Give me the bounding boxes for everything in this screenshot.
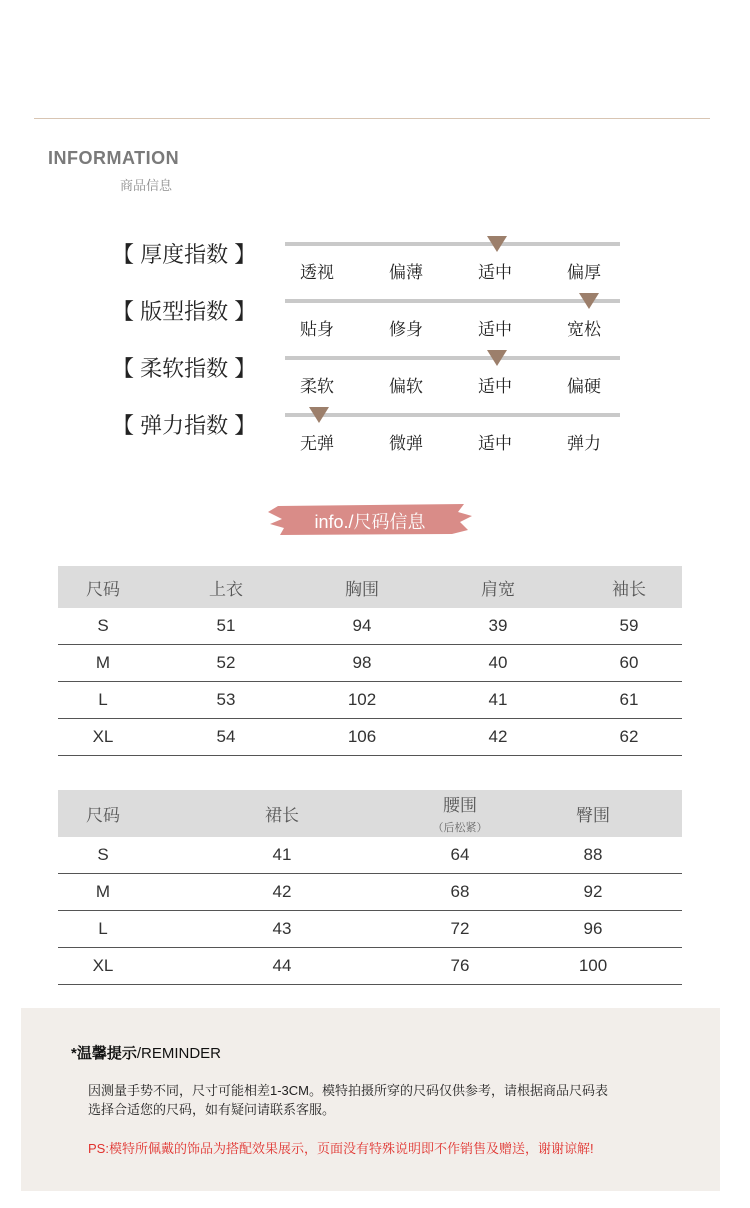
- reminder-title: [71, 1042, 221, 1063]
- table-header-cell: [148, 790, 416, 837]
- banner-text: info./尺码信息: [314, 512, 426, 532]
- table-row: [58, 874, 682, 911]
- table-cell: 102: [304, 682, 420, 719]
- header-label: 裙长: [265, 806, 299, 825]
- table-cell: L: [58, 682, 148, 719]
- table-header-cell: [304, 566, 420, 608]
- index-marker-icon: [487, 350, 507, 366]
- index-label: 【 弹力指数 】: [112, 413, 257, 438]
- index-option: 弹力: [567, 434, 601, 453]
- index-row: [0, 242, 750, 292]
- header-label: 腰围: [443, 796, 477, 815]
- table-header-cell: [58, 566, 148, 608]
- table-cell: 96: [504, 911, 682, 948]
- index-marker-icon: [309, 407, 329, 423]
- table-cell: 39: [420, 608, 576, 645]
- index-scale-bar: [285, 242, 620, 246]
- index-option: 适中: [478, 377, 512, 396]
- table-cell: 44: [148, 948, 416, 985]
- table-cell: 92: [504, 874, 682, 911]
- table-cell: XL: [58, 719, 148, 756]
- table-cell: L: [58, 911, 148, 948]
- index-option: 无弹: [300, 434, 334, 453]
- table-row: [58, 719, 682, 756]
- table-cell: 41: [420, 682, 576, 719]
- index-option: 修身: [389, 320, 423, 339]
- table-cell: 100: [504, 948, 682, 985]
- reminder-line-2: 选择合适您的尺码，如有疑问请联系客服。: [88, 1102, 336, 1117]
- header-label: 胸围: [345, 579, 379, 599]
- table-cell: 59: [576, 608, 682, 645]
- index-option: 偏软: [389, 377, 423, 396]
- index-label: 【 厚度指数 】: [112, 242, 257, 267]
- table-header-cell: [420, 566, 576, 608]
- index-option: 适中: [478, 263, 512, 282]
- index-row: [0, 356, 750, 406]
- table-row: [58, 911, 682, 948]
- table-cell: 76: [416, 948, 504, 985]
- header-label: 上衣: [209, 579, 243, 599]
- header-label: 臀围: [576, 806, 610, 825]
- index-option: 微弹: [389, 434, 423, 453]
- table-row: [58, 948, 682, 985]
- header-note: （后松紧）: [432, 822, 488, 834]
- table-cell: 43: [148, 911, 416, 948]
- index-marker-icon: [487, 236, 507, 252]
- table-row: [58, 682, 682, 719]
- table-cell: 94: [304, 608, 420, 645]
- table-cell: XL: [58, 948, 148, 985]
- table-cell: 64: [416, 837, 504, 874]
- index-row: [0, 299, 750, 349]
- table-cell: 54: [148, 719, 304, 756]
- top-divider: [34, 118, 710, 119]
- table-cell: M: [58, 645, 148, 682]
- size-table-bottom: [58, 790, 682, 985]
- table-cell: 72: [416, 911, 504, 948]
- table-cell: 51: [148, 608, 304, 645]
- table-header-cell: [576, 566, 682, 608]
- section-title: INFORMATION: [48, 148, 180, 168]
- ps-note: PS:模特所佩戴的饰品为搭配效果展示，页面没有特殊说明即不作销售及赠送，谢谢谅解!: [88, 1141, 594, 1156]
- index-scale-bar: [285, 356, 620, 360]
- table-cell: 88: [504, 837, 682, 874]
- index-scale-bar: [285, 299, 620, 303]
- header-label: 尺码: [86, 806, 120, 825]
- header-label: 袖长: [612, 579, 646, 599]
- table-row: [58, 837, 682, 874]
- size-info-banner: [268, 502, 472, 536]
- index-marker-icon: [579, 293, 599, 309]
- table-cell: S: [58, 837, 148, 874]
- reminder-box: [21, 1008, 720, 1191]
- table-header-cell: [148, 566, 304, 608]
- table-cell: 41: [148, 837, 416, 874]
- table-cell: 68: [416, 874, 504, 911]
- table-row: [58, 608, 682, 645]
- header-label: 尺码: [86, 579, 120, 599]
- table-row: [58, 645, 682, 682]
- table-cell: 40: [420, 645, 576, 682]
- table-cell: M: [58, 874, 148, 911]
- table-cell: 61: [576, 682, 682, 719]
- index-option: 偏硬: [567, 377, 601, 396]
- header-label: 肩宽: [481, 579, 515, 599]
- index-option: 适中: [478, 320, 512, 339]
- table-cell: 52: [148, 645, 304, 682]
- index-scale-bar: [285, 413, 620, 417]
- table-cell: S: [58, 608, 148, 645]
- size-table-top: [58, 566, 682, 756]
- table-cell: 98: [304, 645, 420, 682]
- index-option: 贴身: [300, 320, 334, 339]
- reminder-title-en: /REMINDER: [136, 1045, 222, 1062]
- table-cell: 42: [148, 874, 416, 911]
- index-option: 柔软: [300, 377, 334, 396]
- index-option: 透视: [300, 263, 334, 282]
- index-option: 宽松: [567, 320, 601, 339]
- index-option: 适中: [478, 434, 512, 453]
- table-header-cell: [58, 790, 148, 837]
- index-row: [0, 413, 750, 463]
- reminder-line-1: 因测量手势不同，尺寸可能相差1-3CM。模特拍摄所穿的尺码仅供参考，请根据商品尺码表: [88, 1083, 609, 1098]
- index-option: 偏薄: [389, 263, 423, 282]
- table-header-cell: [416, 790, 504, 837]
- table-cell: 42: [420, 719, 576, 756]
- reminder-text: [88, 1081, 688, 1119]
- table-header-cell: [504, 790, 682, 837]
- index-option: 偏厚: [567, 263, 601, 282]
- table-cell: 53: [148, 682, 304, 719]
- index-label: 【 柔软指数 】: [112, 356, 257, 381]
- table-cell: 62: [576, 719, 682, 756]
- table-cell: 106: [304, 719, 420, 756]
- section-subtitle: 商品信息: [120, 178, 173, 193]
- table-cell: 60: [576, 645, 682, 682]
- index-label: 【 版型指数 】: [112, 299, 257, 324]
- reminder-title-cn: *温馨提示: [71, 1045, 137, 1062]
